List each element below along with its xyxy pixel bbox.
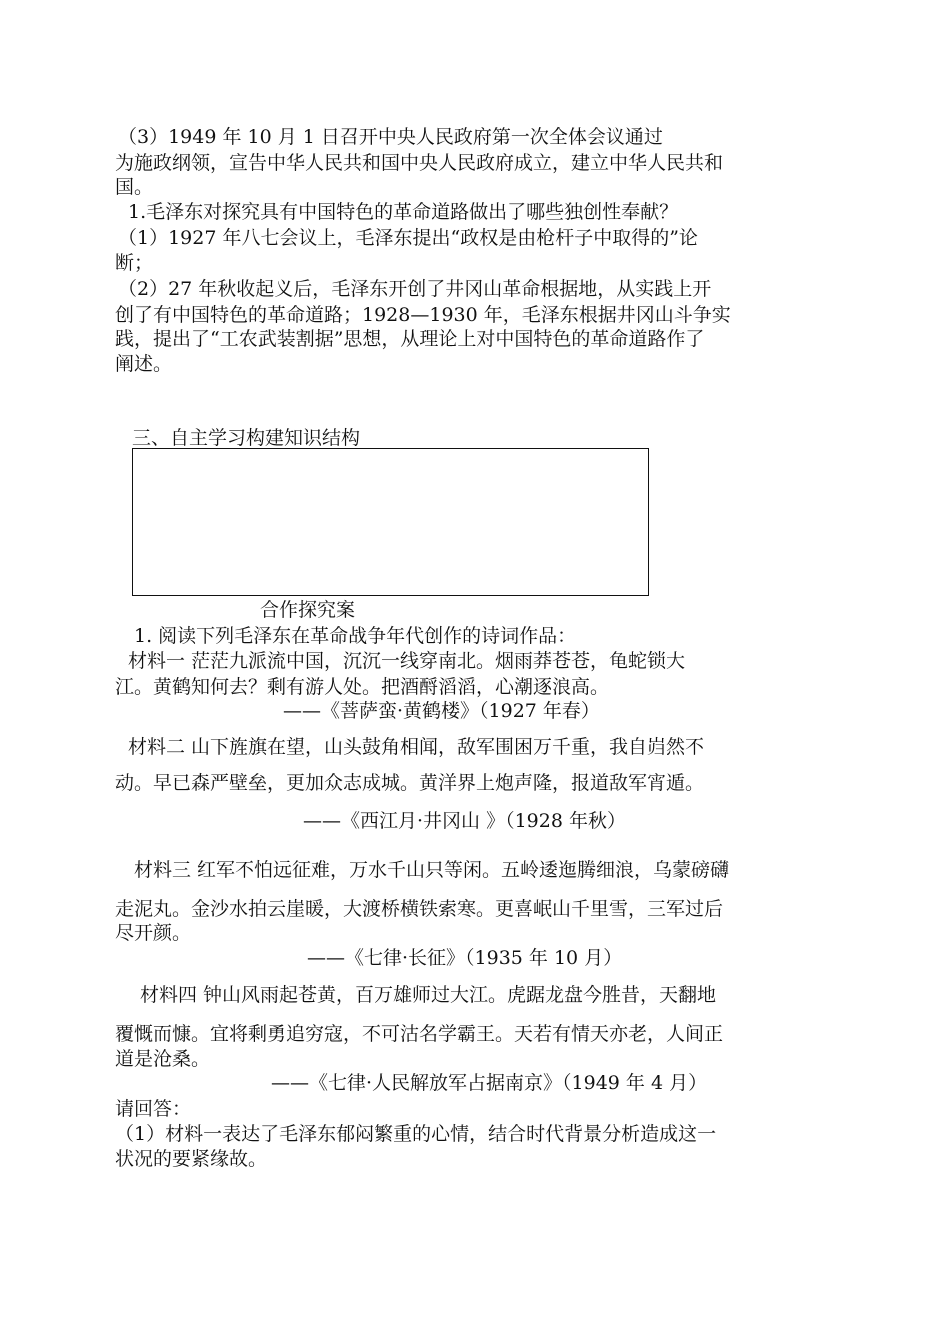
material-line: 动。早已森严壁垒，更加众志成城。黄洋界上炮声隆，报道敌军宵遁。 [115,772,705,794]
paragraph-line: （3）1949 年 10 月 1 日召开中央人民政府第一次全体会议通过 [118,126,663,148]
question-line: 状况的要紧缘故。 [115,1148,268,1170]
material-line: 走泥丸。金沙水拍云崖暖，大渡桥横铁索寒。更喜岷山千里雪，三军过后 [115,898,724,920]
paragraph-line: 国。 [115,176,154,198]
paragraph-line: 为施政纲领，宣告中华人民共和国中央人民政府成立，建立中华人民共和 [115,152,724,174]
material-line: 覆慨而慷。宜将剩勇追穷寇，不可沽名学霸王。天若有情天亦老，人间正 [115,1023,724,1045]
paragraph-line: 践，提出了“工农武装割据”思想，从理论上对中国特色的革命道路作了 [115,328,705,350]
paragraph-line: 请回答： [115,1098,192,1120]
paragraph-line: （1）1927 年八七会议上，毛泽东提出“政权是由枪杆子中取得的”论 [118,227,698,249]
poem-source: ——《七律·长征》（1935 年 10 月） [307,947,623,969]
section-heading: 合作探究案 [260,599,356,621]
poem-source: ——《西江月·井冈山 》（1928 年秋） [303,810,626,832]
knowledge-structure-box [132,448,649,596]
section-heading: 三、自主学习构建知识结构 [132,427,361,449]
paragraph-line: 阐述。 [115,353,173,375]
material-line: 尽开颜。 [115,922,192,944]
material-line: 江。黄鹤知何去？剩有游人处。把酒酹滔滔，心潮逐浪高。 [115,676,610,698]
poem-source: ——《七律·人民解放军占据南京》（1949 年 4 月） [271,1072,708,1094]
question-line: 1.毛泽东对探究具有中国特色的革命道路做出了哪些独创性奉献？ [128,201,679,223]
paragraph-line: 断； [115,252,154,274]
material-line: 材料三 红军不怕远征难，万水千山只等闲。五岭逶迤腾细浪，乌蒙磅礴 [134,859,730,881]
material-line: 材料四 钟山风雨起苍黄，百万雄师过大江。虎踞龙盘今胜昔，天翻地 [140,984,717,1006]
material-line: 材料一 茫茫九派流中国，沉沉一线穿南北。烟雨莽苍苍，龟蛇锁大 [128,650,686,672]
question-line: 1. 阅读下列毛泽东在革命战争年代创作的诗词作品： [134,625,577,647]
paragraph-line: （2）27 年秋收起义后，毛泽东开创了井冈山革命根据地，从实践上开 [118,278,712,300]
poem-source: ——《菩萨蛮·黄鹤楼》（1927 年春） [283,700,600,722]
question-line: （1）材料一表达了毛泽东郁闷繁重的心情，结合时代背景分析造成这一 [115,1123,717,1145]
paragraph-line: 创了有中国特色的革命道路；1928—1930 年，毛泽东根据井冈山斗争实 [115,304,731,326]
material-line: 材料二 山下旌旗在望，山头鼓角相闻，敌军围困万千重，我自岿然不 [128,736,705,758]
material-line: 道是沧桑。 [115,1048,211,1070]
